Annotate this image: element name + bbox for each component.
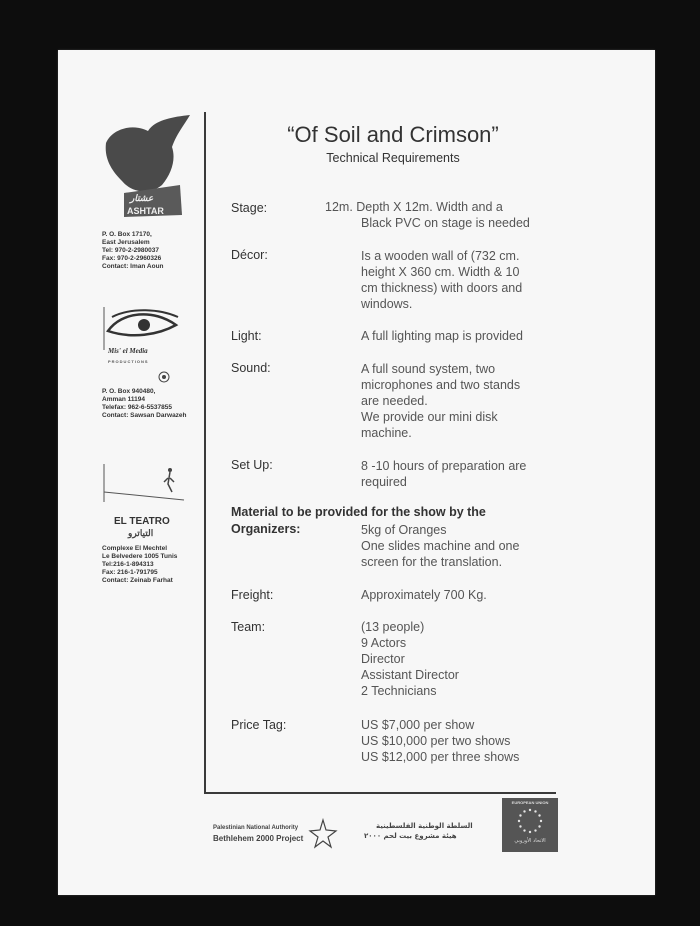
stage-line: 12m. Depth X 12m. Width and a	[325, 200, 503, 214]
sound-line: machine.	[361, 426, 412, 440]
light-value	[361, 328, 523, 344]
price-line: US $7,000 per show	[361, 718, 475, 732]
material-heading: Material to be provided for the show by the	[231, 505, 486, 519]
ashtar-address-line: Fax: 970-2-2960326	[102, 255, 162, 262]
teatro-address-line: Complexe El Mechtel	[102, 545, 168, 552]
price-tag-label: Price Tag:	[231, 718, 287, 732]
svg-text:عشتار: عشتار	[130, 193, 154, 203]
document-subtitle: Technical Requirements	[326, 151, 460, 165]
price-tag-value	[361, 717, 519, 765]
ashtar-address-line: P. O. Box 17170,	[102, 231, 152, 238]
eu-star	[518, 820, 520, 822]
team-value	[361, 619, 459, 699]
eu-stars-icon	[516, 807, 544, 835]
footer-arabic-authority: السلطة الوطنية الفلسطينية	[376, 822, 473, 830]
sound-line: A full sound system, two	[361, 362, 496, 376]
sound-line: We provide our mini disk	[361, 410, 498, 424]
eu-star	[529, 809, 531, 811]
organizers-line: 5kg of Oranges	[361, 523, 447, 537]
footer-project: Bethlehem 2000 Project	[213, 834, 304, 843]
teatro-address-line: Le Belvedere 1005 Tunis	[102, 553, 178, 560]
team-line: Assistant Director	[361, 668, 459, 682]
team-line: (13 people)	[361, 620, 425, 634]
organizers-line: One slides machine and one	[361, 539, 520, 553]
eu-star	[519, 814, 521, 816]
team-line: 2 Technicians	[361, 684, 437, 698]
price-line: US $12,000 per three shows	[361, 750, 520, 764]
ashtar-address-line: Tel: 970-2-2980037	[102, 247, 159, 254]
decor-label: Décor:	[231, 248, 268, 262]
misel-media-logo-block	[102, 305, 187, 420]
eu-star	[519, 825, 521, 827]
svg-text:PRODUCTIONS: PRODUCTIONS	[108, 359, 149, 364]
eu-star	[534, 829, 536, 831]
eu-star	[523, 829, 525, 831]
light-label: Light:	[231, 329, 262, 343]
setup-value	[361, 458, 526, 490]
teatro-address-line: Fax: 216-1-791795	[102, 569, 158, 576]
organizers-value	[361, 522, 519, 570]
sound-label: Sound:	[231, 361, 271, 375]
eu-label: EUROPEAN UNION	[511, 800, 549, 805]
svg-text:ASHTAR: ASHTAR	[127, 206, 164, 216]
eu-logo	[502, 798, 558, 852]
organizers-line: screen for the translation.	[361, 555, 503, 569]
svg-text:EL TEATRO: EL TEATRO	[114, 516, 170, 527]
footer-arabic-project: هيئة مشروع بيت لحم ٢٠٠٠	[364, 832, 457, 840]
decor-line: height X 360 cm. Width & 10	[361, 265, 520, 279]
freight-label: Freight:	[231, 588, 274, 602]
decor-line: cm thickness) with doors and	[361, 281, 523, 295]
svg-text:Mis' el Media: Mis' el Media	[108, 347, 148, 355]
sound-value	[361, 361, 520, 441]
light-line: A full lighting map is provided	[361, 329, 523, 343]
eu-star	[538, 825, 540, 827]
misel-address-line: Amman 11194	[102, 396, 146, 403]
team-line: 9 Actors	[361, 636, 407, 650]
team-label: Team:	[231, 620, 266, 634]
price-line: US $10,000 per two shows	[361, 734, 511, 748]
misel-address-line: Telefax: 962-6-5537855	[102, 404, 172, 411]
organizers-label: Organizers:	[231, 522, 301, 536]
team-line: Director	[361, 652, 405, 666]
document-title: “Of Soil and Crimson”	[287, 122, 499, 147]
horizontal-rule	[204, 792, 556, 794]
setup-line: required	[361, 475, 407, 489]
tightrope-logo-icon	[102, 462, 187, 542]
star-logo-icon	[308, 816, 338, 850]
setup-line: 8 -10 hours of preparation are	[361, 459, 527, 473]
eu-arabic-label: الاتحاد الأوروبي	[514, 838, 546, 844]
misel-address-line: P. O. Box 940480,	[102, 388, 156, 395]
eu-star	[534, 810, 536, 812]
stage-label: Stage:	[231, 201, 268, 215]
sound-line: microphones and two stands	[361, 378, 521, 392]
ashtar-address-line: Contact: Iman Aoun	[102, 263, 164, 270]
vertical-rule	[204, 112, 206, 794]
sound-line: are needed.	[361, 394, 428, 408]
stage-line: Black PVC on stage is needed	[361, 216, 530, 230]
eye-logo-icon	[102, 305, 182, 385]
teatro-address-line: Tel:216-1-894313	[102, 561, 154, 568]
footer-authority: Palestinian National Authority	[213, 825, 299, 831]
decor-line: windows.	[361, 297, 413, 311]
stage-value	[325, 199, 530, 231]
ashtar-logo-block	[102, 115, 197, 271]
ashtar-address-line: East Jerusalem	[102, 239, 150, 246]
svg-text:التياترو: التياترو	[128, 528, 154, 538]
eu-star	[538, 814, 540, 816]
eu-star	[523, 810, 525, 812]
decor-value	[361, 248, 522, 312]
ashtar-logo-icon	[102, 115, 197, 220]
freight-value	[361, 587, 487, 603]
decor-line: Is a wooden wall of (732 cm.	[361, 249, 520, 263]
document-page	[58, 50, 655, 895]
setup-label: Set Up:	[231, 458, 273, 472]
eu-star	[529, 831, 531, 833]
eu-star	[540, 820, 542, 822]
freight-line: Approximately 700 Kg.	[361, 588, 487, 602]
teatro-address-line: Contact: Zeinab Farhat	[102, 577, 173, 584]
misel-address-line: Contact: Sawsan Darwazeh	[102, 412, 187, 419]
el-teatro-logo-block	[102, 462, 187, 585]
